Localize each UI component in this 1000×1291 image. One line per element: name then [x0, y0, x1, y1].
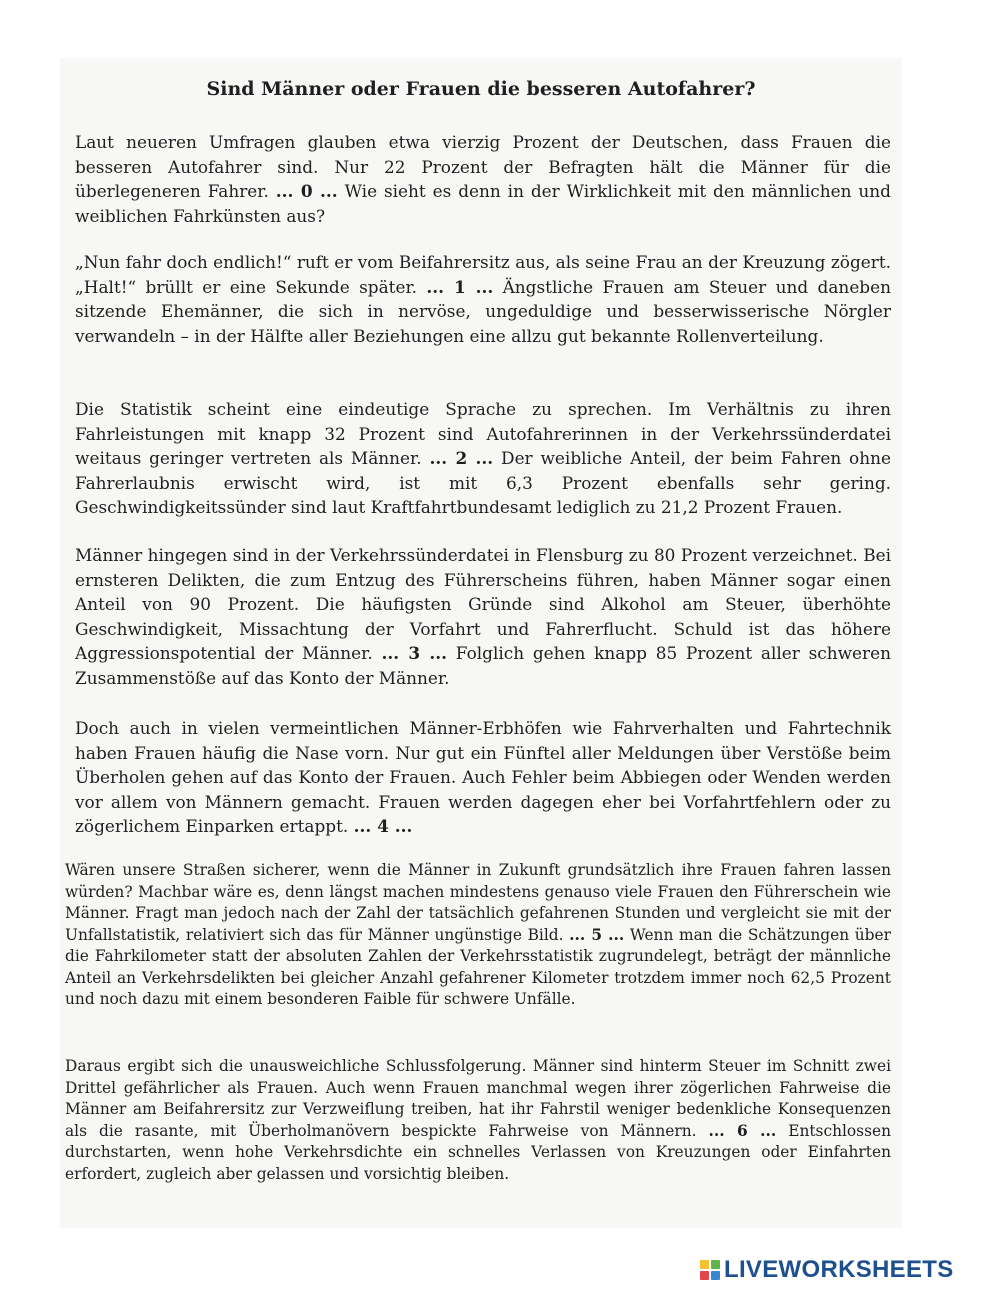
gap-marker: ... 5 ...	[569, 925, 625, 944]
paragraph-1	[75, 130, 891, 228]
worksheet-page	[60, 58, 902, 1228]
paragraph-7	[65, 1056, 891, 1185]
logo-square-red	[700, 1271, 709, 1280]
liveworksheets-logo-icon	[700, 1260, 720, 1280]
paragraph-text: Der weibliche Anteil, der beim Fahren ohne Fahrerlaubnis erwischt wird, ist mit 6,3 Prozent ebenfalls sehr gering. Geschwindigkeitssünder sind laut Kraftfahrtbundesamt lediglich zu 21,2 Prozent Frauen.	[75, 448, 891, 517]
gap-marker: ... 3 ...	[381, 643, 448, 663]
paragraph-text: Folglich gehen knapp 85 Prozent aller schweren Zusammenstöße auf das Konto der Männer.	[75, 643, 891, 688]
paragraph-text: Wenn man die Schätzungen über die Fahrkilometer statt der absoluten Zahlen der Verkehrsstatistik zugrundelegt, beträgt der männliche Anteil an Verkehrsdelikten bei gleicher Anzahl gefahrener Kilometer trotzdem immer noch 62,5 Prozent und noch dazu mit einem besonderen Faible für schwere Unfälle.	[65, 925, 891, 1008]
paragraph-2	[75, 250, 891, 348]
paragraph-text: Laut neueren Umfragen glauben etwa vierzig Prozent der Deutschen, dass Frauen die besseren Autofahrer sind. Nur 22 Prozent der Befragten hält die Männer für die überlegeneren Fahrer.	[75, 132, 891, 201]
logo-square-green	[711, 1260, 720, 1269]
paragraph-text: Ängstliche Frauen am Steuer und daneben sitzende Ehemänner, die sich in nervöse, ungeduldige und besserwisserische Nörgler verwandeln – in der Hälfte aller Beziehungen eine allzu gut bekannte Rollenverteilung.	[75, 276, 891, 346]
paragraph-6	[65, 860, 891, 1011]
liveworksheets-wordmark: LIVEWORKSHEETS	[724, 1256, 954, 1283]
paragraph-text: „Nun fahr doch endlich!“ ruft er vom Beifahrersitz aus, als seine Frau an der Kreuzung zögert. „Halt!“ brüllt er eine Sekunde später.	[75, 252, 891, 297]
paragraph-text: Doch auch in vielen vermeintlichen Männer-Erbhöfen wie Fahrverhalten und Fahrtechnik haben Frauen häufig die Nase vorn. Nur gut ein Fünftel aller Meldungen über Verstöße beim Überholen gehen auf das Konto der Frauen. Auch Fehler beim Abbiegen oder Wenden werden vor allem von Männern gemacht. Frauen werden dagegen eher bei Vorfahrtfehlern oder zu zögerlichem Einparken ertappt.	[75, 718, 891, 836]
paragraph-text: Entschlossen durchstarten, wenn hohe Verkehrsdichte ein schnelles Verlassen von Kreuzungen oder Einfahrten erfordert, zugleich aber gelassen und vorsichtig bleiben.	[65, 1121, 891, 1183]
paragraph-text: Männer hingegen sind in der Verkehrssünderdatei in Flensburg zu 80 Prozent verzeichnet. Bei ernsteren Delikten, die zum Entzug des Führerscheins führen, haben Männer sogar einen Anteil von 90 Prozent. Die häufigsten Gründe sind Alkohol am Steuer, überhöhte Geschwindigkeit, Missachtung der Vorfahrt und Fahrerflucht. Schuld ist das höhere Aggressionspotential der Männer.	[75, 545, 891, 663]
liveworksheets-logo	[700, 1257, 954, 1283]
paragraph-4	[75, 543, 891, 690]
paragraph-text: Wie sieht es denn in der Wirklichkeit mit den männlichen und weiblichen Fahrkünsten aus?	[75, 181, 891, 226]
paragraph-3	[75, 397, 891, 520]
gap-marker: ... 1 ...	[426, 276, 494, 297]
logo-square-blue	[711, 1271, 720, 1280]
paragraph-text: Die Statistik scheint eine eindeutige Sprache zu sprechen. Im Verhältnis zu ihren Fahrleistungen mit knapp 32 Prozent sind Autofahrerinnen in der Verkehrssünderdatei weitaus geringer vertreten als Männer.	[75, 399, 891, 468]
gap-marker: ... 4 ...	[353, 816, 413, 836]
gap-marker: ... 0 ...	[275, 181, 338, 201]
paragraph-5	[75, 716, 891, 839]
gap-marker: ... 6 ...	[708, 1121, 777, 1140]
page-title: Sind Männer oder Frauen die besseren Autofahrer?	[206, 78, 756, 100]
paragraph-text: Daraus ergibt sich die unausweichliche Schlussfolgerung. Männer sind hinterm Steuer im Schnitt zwei Drittel gefährlicher als Frauen. Auch wenn Frauen manchmal wegen ihrer zögerlichen Fahrweise die Männer am Beifahrersitz zur Verzweiflung treiben, hat ihr Fahrstil weniger bedenkliche Konsequenzen als die rasante, mit Überholmanövern bespickte Fahrweise von Männern.	[65, 1057, 891, 1140]
paragraph-text: Wären unsere Straßen sicherer, wenn die Männer in Zukunft grundsätzlich ihre Frauen fahren lassen würden? Machbar wäre es, denn längst machen mindestens genauso viele Frauen den Führerschein wie Männer. Fragt man jedoch nach der Zahl der tatsächlich gefahrenen Stunden und vergleicht sie mit der Unfallstatistik, relativiert sich das für Männer ungünstige Bild.	[65, 861, 891, 944]
logo-square-yellow	[700, 1260, 709, 1269]
gap-marker: ... 2 ...	[429, 448, 494, 468]
